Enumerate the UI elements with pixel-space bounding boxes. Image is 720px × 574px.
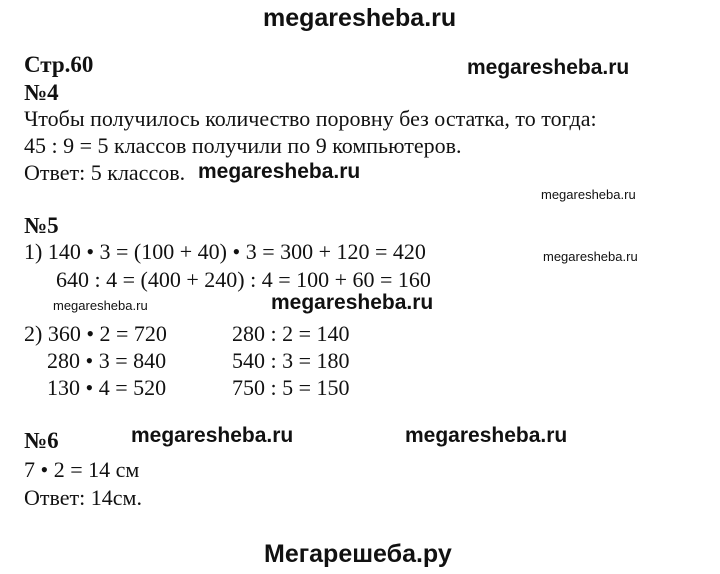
task4-line1: Чтобы получилось количество поровну без остатка, то тогда: [24,106,597,131]
task6-line1: 7 • 2 = 14 см [24,457,140,482]
watermark-small-right-2: megaresheba.ru [543,249,638,264]
watermark-mid-center: megaresheba.ru [271,291,434,314]
task5-part2-right-3: 750 : 5 = 150 [232,375,350,400]
watermark-header-right: megaresheba.ru [467,56,630,79]
watermark-top: megaresheba.ru [263,4,457,32]
task5-part2-left-2: 280 • 3 = 840 [47,348,167,373]
task5-part2-right-2: 540 : 3 = 180 [232,348,350,373]
watermark-after-answer: megaresheba.ru [198,160,361,183]
task5-part1-line1: 1) 140 • 3 = (100 + 40) • 3 = 300 + 120 = 420 [24,239,426,264]
task6-number: №6 [24,428,59,453]
watermark-footer: Мегарешеба.ру [264,540,452,568]
task5-part1-line2: 640 : 4 = (400 + 240) : 4 = 100 + 60 = 160 [56,267,431,292]
task5-part2-left-3: 130 • 4 = 520 [47,375,167,400]
task4-answer: Ответ: 5 классов. [24,160,186,185]
task5-part2-right-1: 280 : 2 = 140 [232,321,350,346]
task4-line2: 45 : 9 = 5 классов получили по 9 компьютеров. [24,133,462,158]
watermark-task6-right: megaresheba.ru [405,424,568,447]
task5-number: №5 [24,213,59,238]
task4-number: №4 [24,80,59,105]
task5-part2-left-1: 2) 360 • 2 = 720 [24,321,167,346]
watermark-small-left: megaresheba.ru [53,298,148,313]
task6-answer: Ответ: 14см. [24,485,142,510]
watermark-small-right-1: megaresheba.ru [541,187,636,202]
watermark-task6-left: megaresheba.ru [131,424,294,447]
page-number: Стр.60 [24,52,94,77]
